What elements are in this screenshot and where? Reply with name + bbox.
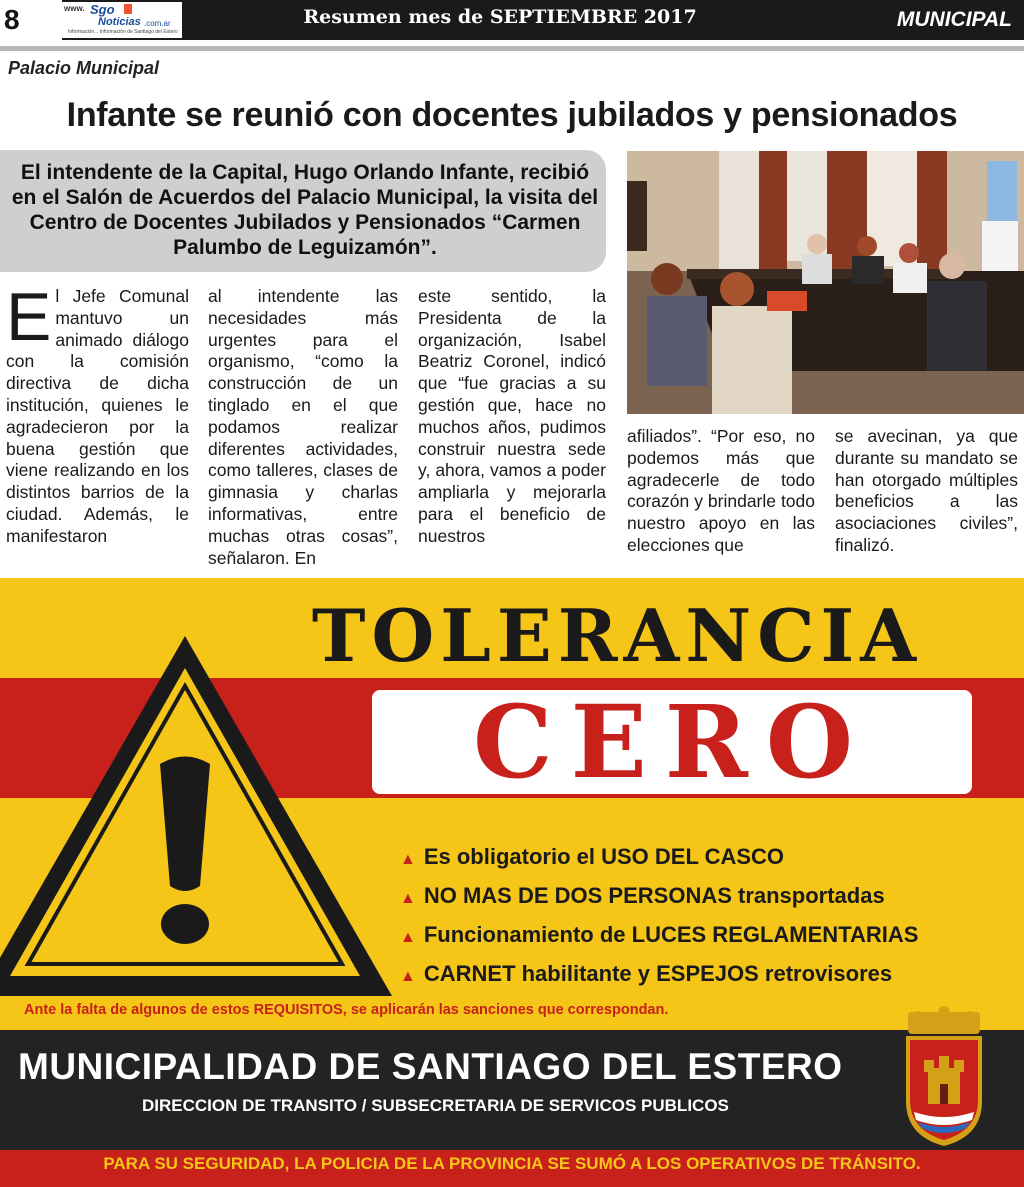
red-triangle-icon: ▲ (400, 968, 416, 985)
issue-title: Resumen mes de SEPTIEMBRE 2017 (303, 6, 697, 28)
requirement-item: ▲ CARNET habilitante y ESPEJOS retrovisores (400, 961, 893, 986)
article-headline: Infante se reunió con docentes jubilados y pensionados (66, 96, 958, 134)
page-number: 8 (0, 0, 62, 40)
ad-department: DIRECCION DE TRANSITO / SUBSECRETARIA DE SERVICOS PUBLICOS (142, 1096, 729, 1115)
article-column-2: al intendente las necesidades más urgentes para el organismo, “como la construcción de un tinglado en el que podamos realizar diferentes actividades, como talleres, clases de gimnasia y charlas informativas, entre muchas otras cosas”, señalaron. En (208, 286, 398, 568)
ad-title-cero: CERO (472, 683, 872, 801)
article-lead: El intendente de la Capital, Hugo Orlando Infante, recibió en el Salón de Acuerdos del Palacio Municipal, la visita del Centro de Docentes Jubilados y Pensionados “Carmen Palumbo de Leguizamón”. (11, 161, 599, 259)
ad-warning: Ante la falta de algunos de estos REQUISITOS, se aplicarán las sanciones que correspondan. (24, 1002, 669, 1018)
requirement-item: ▲ NO MAS DE DOS PERSONAS transportadas (400, 883, 885, 908)
article-column-3: este sentido, la Presidenta de la organización, Isabel Beatriz Coronel, indicó que “fue gracias a su gestión que, hace no muchos años, pudimos construir nuestra sede y, ahora, vamos a poder ampliarla y mejorarla para el beneficio de nuestros (418, 286, 606, 546)
section-label: MUNICIPAL (896, 8, 1012, 31)
traffic-ad[interactable] (0, 578, 1024, 1187)
warning-triangle-icon (0, 624, 400, 1004)
ad-organization: MUNICIPALIDAD DE SANTIAGO DEL ESTERO (18, 1046, 843, 1087)
ad-footer-text: PARA SU SEGURIDAD, LA POLICIA DE LA PROVINCIA SE SUMÓ A LOS OPERATIVOS DE TRÁNSITO. (103, 1154, 921, 1173)
site-logo[interactable]: www. Sgo Noticias .com.ar Información... Información de Santiago del Estero (62, 2, 182, 38)
red-triangle-icon: ▲ (400, 890, 416, 907)
ad-title-tolerancia: TOLERANCIA (311, 593, 923, 678)
coat-of-arms-icon (896, 1006, 992, 1148)
requirement-item: ▲ Es obligatorio el USO DEL CASCO (400, 844, 785, 869)
article-column-1: El Jefe Comunal mantuvo un animado diálogo con la comisión directiva de dicha institución, quienes le agradecieron por la buena gestión que viene realizando en los distintos barrios de la ciudad. Además, le manifestaron (6, 279, 189, 546)
article-kicker: Palacio Municipal (8, 58, 160, 78)
lead-box (0, 150, 606, 272)
red-triangle-icon: ▲ (400, 929, 416, 946)
dropcap: E (6, 279, 52, 355)
red-triangle-icon: ▲ (400, 851, 416, 868)
article-column-5: se avecinan, ya que durante su mandato se han otorgado múltiples beneficios a las asociaciones civiles”, finalizó. (835, 426, 1018, 555)
article-photo (627, 151, 1024, 414)
article-column-4: afiliados”. “Por eso, no podemos más que agradecerle de todo corazón y brindarle todo nuestro apoyo en las elecciones que (627, 426, 815, 555)
divider (0, 46, 1024, 51)
requirement-item: ▲ Funcionamiento de LUCES REGLAMENTARIAS (400, 922, 919, 947)
